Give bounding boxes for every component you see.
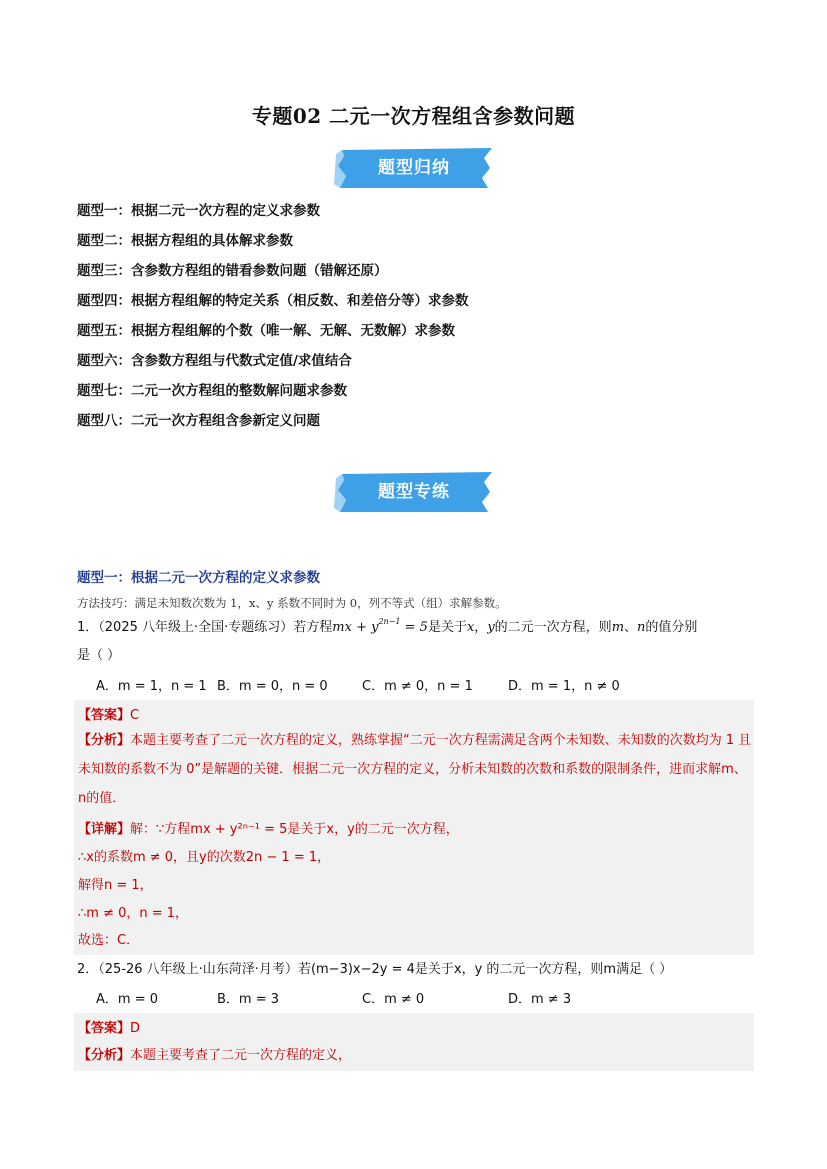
analysis-tag: 【分析】 [78,1048,131,1063]
equation-rhs: = 5 [400,620,428,635]
question-2-stem: 2．（25-26 八年级上·山东菏泽·月考）若(m−3)x−2y = 4是关于x，y 的二元一次方程，则m满足（ ） [77,962,673,977]
detail-line: ∴x的系数m ≠ 0，且y的次数2n − 1 = 1， [78,850,331,865]
option-c[interactable]: C．m ≠ 0 [362,992,425,1007]
option-d[interactable]: D．m = 1，n ≠ 0 [508,679,620,694]
option-d[interactable]: D．m ≠ 3 [508,992,572,1007]
detail-line: 故选：C． [78,933,140,948]
topic-item: 题型七：二元一次方程组的整数解问题求参数 [77,383,347,399]
option-c[interactable]: C．m ≠ 0，n = 1 [362,679,473,694]
question-1-stem-cont: 是（ ） [77,648,121,663]
answer-value: C [130,708,140,723]
question-text: 是关于 [427,620,467,635]
detail-line: ∴m ≠ 0，n = 1， [78,906,189,921]
detail-tag: 【详解】 [78,822,131,837]
banner-summary [332,146,496,190]
topic-item: 题型三：含参数方程组的错看参数问题（错解还原） [77,263,388,279]
detail-line: 解得n = 1， [78,878,153,893]
analysis-block [78,726,754,813]
equation-lhs: mx + y [332,620,379,635]
option-a[interactable]: A．m = 0 [96,992,158,1007]
answer-box-2 [74,1013,754,1071]
option-b[interactable]: B．m = 0，n = 0 [217,679,328,694]
answer-line [78,1017,140,1036]
detail-line [78,818,459,837]
question-source: （2025 八年级上·全国·专题练习） [98,620,294,635]
banner-practice [332,470,496,514]
answer-tag: 【答案】 [78,708,131,723]
question-text: 的值分别 [645,620,698,635]
question-1-stem [77,616,697,635]
separator: 、 [624,620,638,635]
answer-value: D [130,1021,141,1036]
topic-item: 题型六：含参数方程组与代数式定值/求值结合 [77,353,352,369]
equation-exponent: 2n−1 [378,616,401,626]
variable-x: x [466,620,475,635]
banner-summary-label: 题型归纳 [378,158,450,178]
option-a[interactable]: A．m = 1，n = 1 [96,679,207,694]
topic-item: 题型八：二元一次方程组含参新定义问题 [77,413,320,429]
variable-y: y [487,620,495,635]
analysis-line [78,1044,351,1063]
answer-box-1 [74,700,754,955]
section-heading: 题型一：根据二元一次方程的定义求参数 [77,570,320,586]
variable-n: n [637,620,646,635]
topic-item: 题型四：根据方程组解的特定关系（相反数、和差倍分等）求参数 [77,293,469,309]
answer-tag: 【答案】 [78,1021,131,1036]
variable-m: m [611,620,625,635]
analysis-tag: 【分析】 [78,733,131,748]
detail-text: 解：∵方程mx + y²ⁿ⁻¹ = 5是关于x，y的二元一次方程， [130,822,459,837]
separator: ， [474,620,488,635]
analysis-text: 本题主要考查了二元一次方程的定义， [130,1048,352,1063]
topic-item: 题型二：根据方程组的具体解求参数 [77,233,293,249]
question-text: 若方程 [293,620,333,635]
topic-item: 题型五：根据方程组解的个数（唯一解、无解、无数解）求参数 [77,323,455,339]
answer-line [78,704,139,723]
option-b[interactable]: B．m = 3 [217,992,280,1007]
page-title: 专题02 二元一次方程组含参数问题 [251,104,576,128]
question-number: 1． [77,620,99,635]
method-tip: 方法技巧：满足未知数次数为 1，x、y 系数不同时为 0，列不等式（组）求解参数。 [77,596,507,610]
equation [332,616,428,635]
topic-item: 题型一：根据二元一次方程的定义求参数 [77,203,320,219]
topic-list [77,200,469,440]
banner-practice-label: 题型专练 [378,482,450,502]
analysis-text: 本题主要考查了二元一次方程的定义，熟练掌握“二元一次方程需满足含两个未知数、未知数的次数均为 1 且未知数的系数不为 0”是解题的关键．根据二元一次方程的定义，分析未知数的次数和系数的限制条件，进而求解m、n的值． [78,733,752,806]
question-text: 的二元一次方程，则 [494,620,612,635]
